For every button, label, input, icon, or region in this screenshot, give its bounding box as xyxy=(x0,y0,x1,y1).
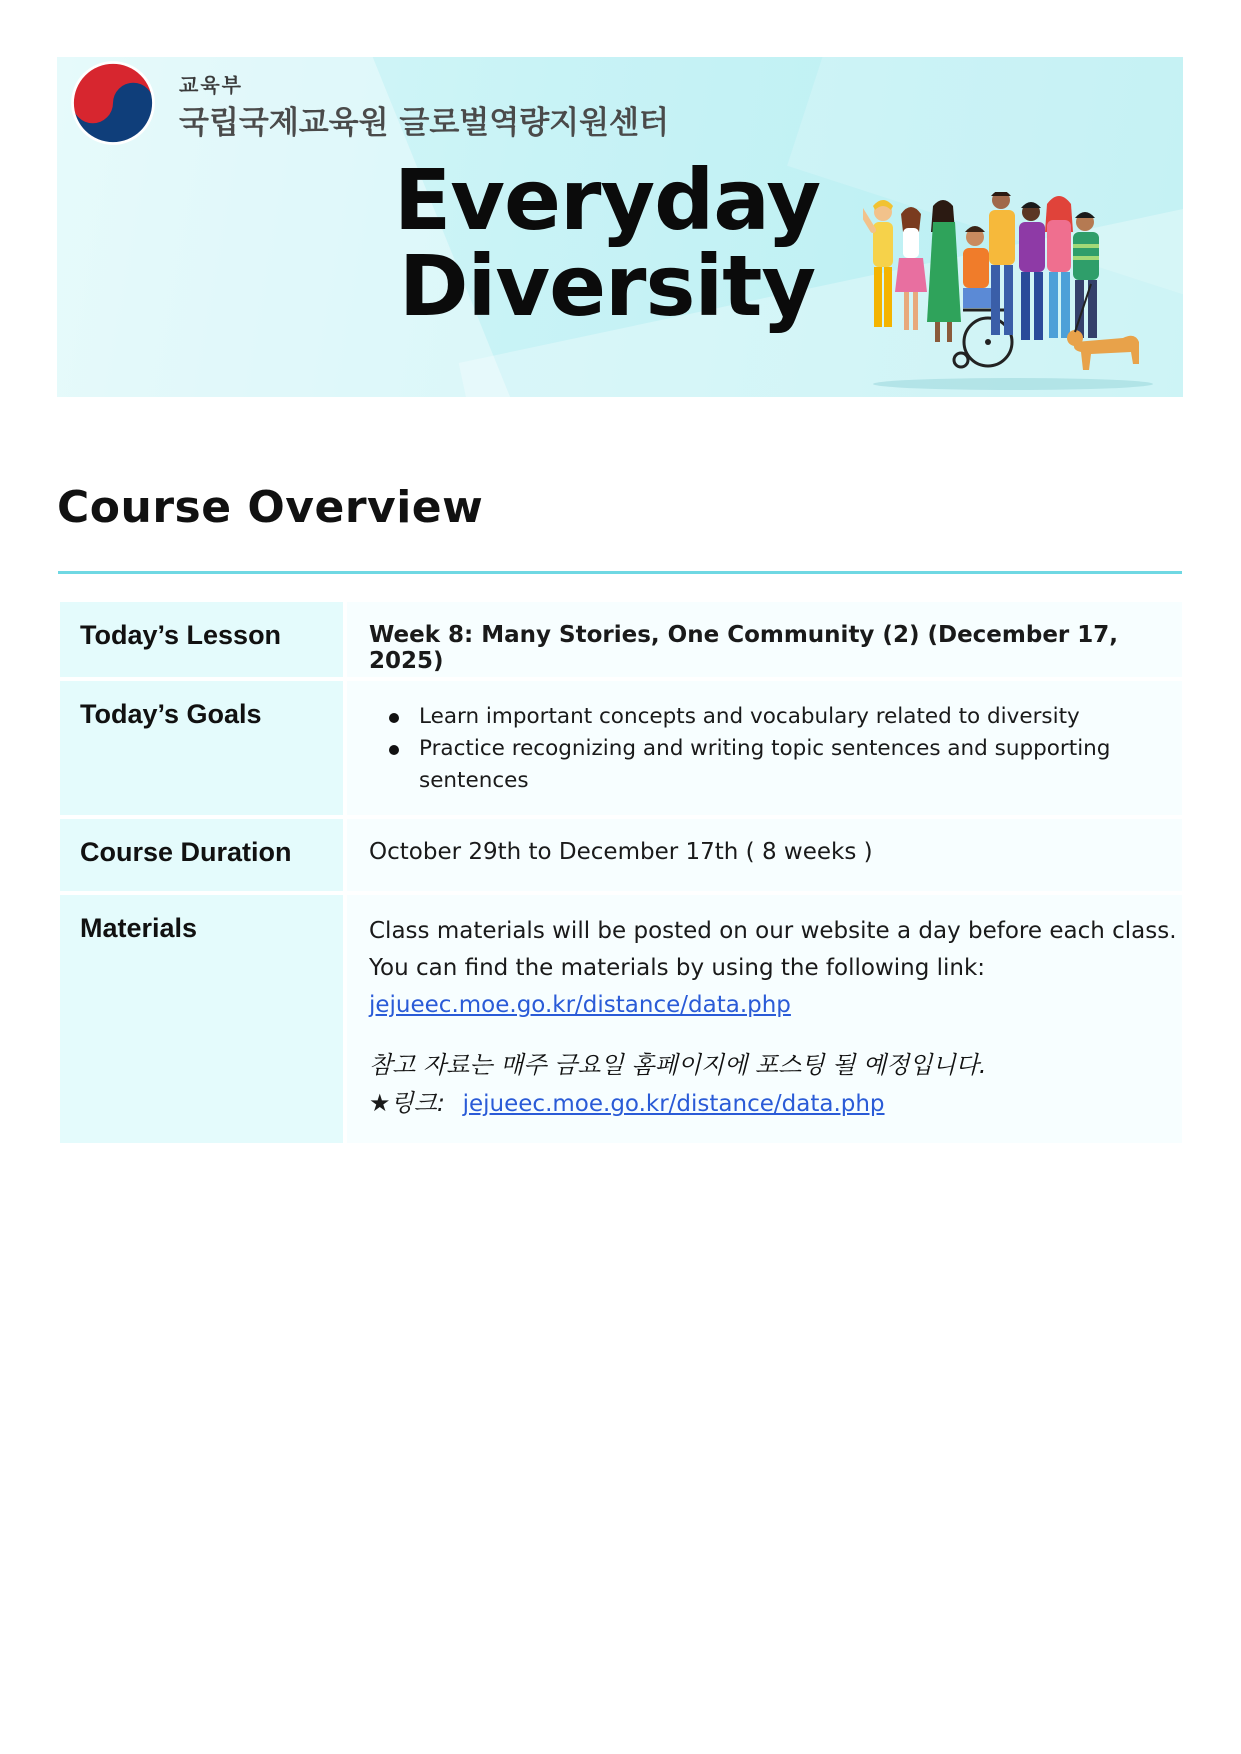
materials-link[interactable]: jejueec.moe.go.kr/distance/data.php xyxy=(369,992,791,1018)
course-title xyxy=(387,151,827,335)
korean-link-row xyxy=(369,1084,1182,1123)
header-banner xyxy=(57,57,1183,397)
section-title: Course Overview xyxy=(57,482,484,533)
row-label: Materials xyxy=(60,895,343,1143)
table-row xyxy=(60,602,1182,677)
institute-name: 국립국제교육원 글로벌역량지원센터 xyxy=(179,105,669,141)
table-row xyxy=(60,819,1182,891)
ministry-name: 교육부 xyxy=(179,73,243,97)
course-title-line: Diversity xyxy=(398,237,816,335)
duration-value: October 29th to December 17th ( 8 weeks ) xyxy=(347,819,1182,891)
materials-value xyxy=(347,895,1182,1143)
row-label: Course Duration xyxy=(60,819,343,891)
diverse-people-illustration xyxy=(863,192,1163,392)
korean-link-label: ★링크: xyxy=(369,1089,445,1117)
row-label: Today’s Lesson xyxy=(60,602,343,677)
table-row xyxy=(60,895,1182,1143)
goals-value xyxy=(347,681,1182,815)
korean-note: 참고 자료는 매주 금요일 홈페이지에 포스팅 될 예정입니다. xyxy=(369,1051,987,1079)
materials-text: You can find the materials by using the following link: xyxy=(369,955,986,981)
materials-text: Class materials will be posted on our website a day before each class. xyxy=(369,918,1177,944)
course-title-line: Everyday xyxy=(393,151,821,249)
goals-list xyxy=(369,699,1182,797)
divider xyxy=(58,571,1182,574)
taegeuk-emblem-icon xyxy=(67,57,159,149)
korean-materials-link[interactable]: jejueec.moe.go.kr/distance/data.php xyxy=(462,1091,885,1117)
lesson-value: Week 8: Many Stories, One Community (2) (December 17, 2025) xyxy=(347,602,1182,677)
course-info-table xyxy=(60,602,1182,1143)
list-item: Learn important concepts and vocabulary related to diversity xyxy=(389,701,1182,733)
table-row xyxy=(60,681,1182,815)
row-label: Today’s Goals xyxy=(60,681,343,815)
list-item: Practice recognizing and writing topic sentences and supporting sentences xyxy=(389,733,1182,797)
